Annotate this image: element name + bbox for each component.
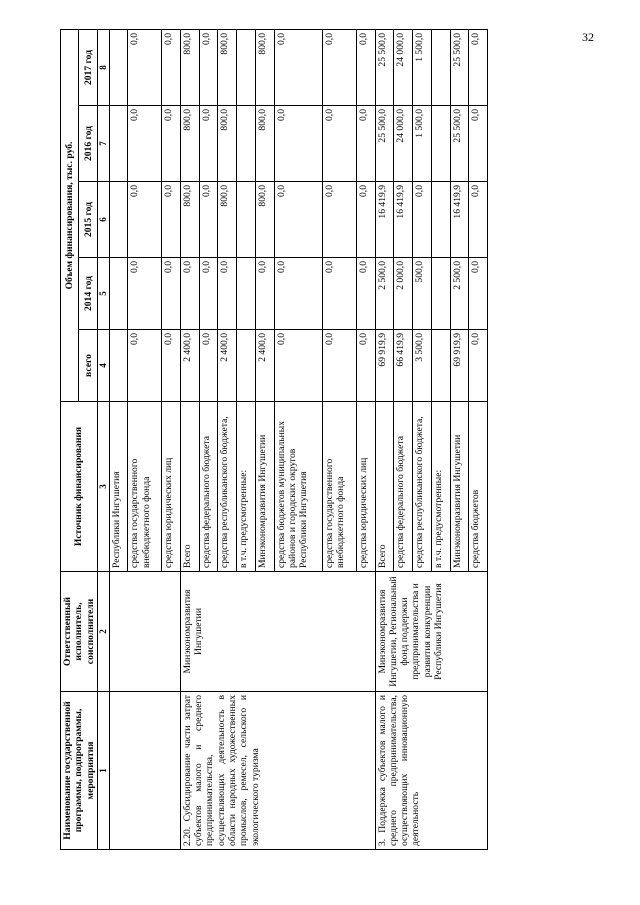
year-2014-cell	[237, 258, 256, 330]
index-cell: 7	[97, 106, 109, 182]
header-2014: 2014 год	[79, 258, 97, 330]
year-2015-cell: 0,0	[356, 182, 375, 258]
year-2014-cell	[431, 258, 450, 330]
year-2016-cell: 0,0	[469, 106, 488, 182]
total-cell: 69 919,9	[375, 330, 394, 402]
index-cell: 2	[97, 572, 109, 692]
program-name-cell	[109, 692, 180, 850]
year-2014-cell: 0,0	[128, 258, 162, 330]
index-cell: 3	[97, 402, 109, 572]
total-cell	[237, 330, 256, 402]
header-source: Источник финансирования	[61, 402, 98, 572]
program-name-cell: 3. Поддержка субъектов малого и среднего предпринимательства, осуществляющих инновационную деятельность	[375, 692, 488, 850]
total-cell	[431, 330, 450, 402]
source-cell: средства бюджетов	[469, 402, 488, 572]
year-2014-cell: 0,0	[161, 258, 180, 330]
header-responsible: Ответственный исполнитель, соисполнители	[61, 572, 98, 692]
total-cell	[109, 330, 128, 402]
year-2015-cell: 16 419,9	[394, 182, 413, 258]
year-2016-cell: 24 000,0	[394, 106, 413, 182]
total-cell: 0,0	[356, 330, 375, 402]
year-2014-cell: 0,0	[274, 258, 322, 330]
source-cell: средства бюджетов муниципальных районов и городских округов Республики Ингушетия	[274, 402, 322, 572]
total-cell: 0,0	[161, 330, 180, 402]
year-2014-cell: 2 500,0	[375, 258, 394, 330]
total-cell: 0,0	[469, 330, 488, 402]
index-cell: 1	[97, 692, 109, 850]
header-funding-group: Объем финансирования, тыс. руб.	[61, 29, 79, 401]
header-total: всего	[79, 330, 97, 402]
year-2017-cell: 25 500,0	[450, 29, 469, 105]
year-2016-cell: 800,0	[180, 106, 199, 182]
total-cell: 3 500,0	[413, 330, 432, 402]
year-2017-cell	[237, 29, 256, 105]
source-cell: в т.ч. предусмотренные:	[431, 402, 450, 572]
year-2016-cell	[109, 106, 128, 182]
source-cell: средства республиканского бюджета,	[413, 402, 432, 572]
funding-table	[60, 29, 488, 850]
year-2015-cell: 0,0	[274, 182, 322, 258]
header-2016: 2016 год	[79, 106, 97, 182]
year-2015-cell	[431, 182, 450, 258]
year-2016-cell	[237, 106, 256, 182]
year-2016-cell: 0,0	[323, 106, 357, 182]
year-2017-cell	[431, 29, 450, 105]
year-2017-cell: 0,0	[469, 29, 488, 105]
index-cell: 6	[97, 182, 109, 258]
year-2014-cell: 0,0	[218, 258, 237, 330]
total-cell: 2 400,0	[180, 330, 199, 402]
year-2017-cell: 0,0	[199, 29, 218, 105]
year-2015-cell: 0,0	[161, 182, 180, 258]
year-2014-cell: 0,0	[323, 258, 357, 330]
year-2014-cell: 0,0	[356, 258, 375, 330]
total-cell: 66 419,9	[394, 330, 413, 402]
year-2017-cell: 0,0	[161, 29, 180, 105]
year-2015-cell: 0,0	[128, 182, 162, 258]
header-2017: 2017 год	[79, 29, 97, 105]
year-2017-cell: 800,0	[255, 29, 274, 105]
total-cell: 0,0	[128, 330, 162, 402]
year-2015-cell: 16 419,9	[375, 182, 394, 258]
year-2016-cell: 1 500,0	[413, 106, 432, 182]
year-2014-cell: 2 000,0	[394, 258, 413, 330]
rotated-table-container	[60, 30, 480, 850]
year-2015-cell: 800,0	[255, 182, 274, 258]
year-2015-cell: 0,0	[469, 182, 488, 258]
year-2017-cell: 25 500,0	[375, 29, 394, 105]
year-2017-cell: 24 000,0	[394, 29, 413, 105]
year-2015-cell: 0,0	[199, 182, 218, 258]
year-2014-cell: 2 500,0	[450, 258, 469, 330]
year-2017-cell: 0,0	[274, 29, 322, 105]
total-cell: 2 400,0	[218, 330, 237, 402]
year-2014-cell: 0,0	[180, 258, 199, 330]
source-cell: Всего	[375, 402, 394, 572]
year-2016-cell: 0,0	[199, 106, 218, 182]
year-2015-cell: 0,0	[413, 182, 432, 258]
year-2016-cell: 0,0	[274, 106, 322, 182]
source-cell: Минэкономразвития Ингушетии	[255, 402, 274, 572]
total-cell: 0,0	[274, 330, 322, 402]
source-cell: средства государственного внебюджетного фонда	[128, 402, 162, 572]
page-number: 32	[582, 30, 594, 44]
year-2017-cell: 0,0	[323, 29, 357, 105]
year-2015-cell: 800,0	[180, 182, 199, 258]
year-2017-cell: 800,0	[180, 29, 199, 105]
year-2015-cell	[109, 182, 128, 258]
source-cell: средства федерального бюджета	[199, 402, 218, 572]
year-2016-cell: 800,0	[255, 106, 274, 182]
source-cell: средства государственного внебюджетного фонда	[323, 402, 357, 572]
year-2017-cell: 800,0	[218, 29, 237, 105]
year-2017-cell	[109, 29, 128, 105]
total-cell: 69 919,9	[450, 330, 469, 402]
year-2015-cell: 0,0	[323, 182, 357, 258]
year-2015-cell: 16 419,9	[450, 182, 469, 258]
year-2016-cell	[431, 106, 450, 182]
table-row	[375, 29, 394, 849]
year-2016-cell: 25 500,0	[450, 106, 469, 182]
year-2016-cell: 0,0	[356, 106, 375, 182]
index-cell: 8	[97, 29, 109, 105]
year-2015-cell: 800,0	[218, 182, 237, 258]
source-cell: Республики Ингушетия	[109, 402, 128, 572]
program-name-cell: 2.20. Субсидирование части затрат субъектов малого и среднего предпринимательства, осуществляющих деятельность в области народных художественных промыслов, ремесел, сельского и экологического туризма	[180, 692, 375, 850]
total-cell: 0,0	[199, 330, 218, 402]
year-2017-cell: 0,0	[356, 29, 375, 105]
source-cell: средства юридических лиц	[356, 402, 375, 572]
source-cell: средства республиканского бюджета,	[218, 402, 237, 572]
table-row	[109, 29, 128, 849]
responsible-cell	[109, 572, 180, 692]
table-body	[109, 29, 488, 849]
header-2015: 2015 год	[79, 182, 97, 258]
source-cell: в т.ч. предусмотренные:	[237, 402, 256, 572]
index-cell: 4	[97, 330, 109, 402]
year-2014-cell: 0,0	[469, 258, 488, 330]
header-program: Наименование государственной программы, подпрограммы, мероприятия	[61, 692, 98, 850]
year-2016-cell: 0,0	[128, 106, 162, 182]
index-row	[97, 29, 109, 849]
source-cell: средства юридических лиц	[161, 402, 180, 572]
year-2014-cell	[109, 258, 128, 330]
year-2016-cell: 25 500,0	[375, 106, 394, 182]
index-cell: 5	[97, 258, 109, 330]
total-cell: 2 400,0	[255, 330, 274, 402]
year-2014-cell: 0,0	[199, 258, 218, 330]
year-2014-cell: 500,0	[413, 258, 432, 330]
table-row	[180, 29, 199, 849]
year-2014-cell: 0,0	[255, 258, 274, 330]
year-2016-cell: 0,0	[161, 106, 180, 182]
responsible-cell: Минэкономразвития Ингушетии	[180, 572, 375, 692]
source-cell: Минэкономразвития Ингушетии	[450, 402, 469, 572]
responsible-cell: Минэкономразвития Ингушетии, Региональный фонд поддержки предпринимательства и развития конкуренции Республики Ингушетия	[375, 572, 488, 692]
source-cell: средства федерального бюджета	[394, 402, 413, 572]
year-2017-cell: 1 500,0	[413, 29, 432, 105]
year-2016-cell: 800,0	[218, 106, 237, 182]
year-2017-cell: 0,0	[128, 29, 162, 105]
total-cell: 0,0	[323, 330, 357, 402]
year-2015-cell	[237, 182, 256, 258]
source-cell: Всего	[180, 402, 199, 572]
